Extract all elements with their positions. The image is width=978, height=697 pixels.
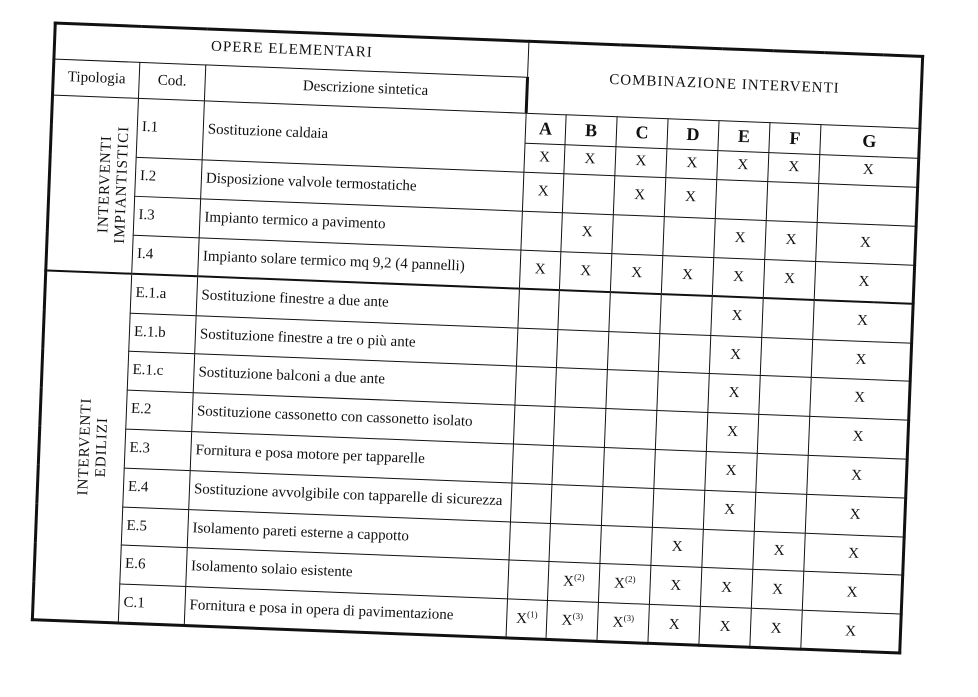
mark-x: X [862, 161, 875, 179]
mark-cell-f [760, 337, 812, 378]
mark-cell-e [702, 529, 754, 570]
mark-cell-e [711, 296, 763, 337]
row-desc: Sostituzione avvolgibile con tapparelle di sicurezza [189, 470, 512, 521]
mark-cell-a [506, 599, 547, 639]
mark-cell-g [811, 339, 911, 382]
mark-cell-a [509, 521, 550, 561]
mark-x: X [785, 231, 797, 249]
mark-cell-c [600, 525, 652, 566]
mark-cell-f [750, 608, 802, 649]
group-edilizi [32, 271, 131, 623]
mark-x: X [783, 270, 796, 287]
row-desc: Impianto solare termico mq 9,2 (4 pannelli) [198, 238, 521, 289]
combo-header-d: D [667, 119, 719, 151]
mark-x: X [788, 158, 800, 176]
mark-cell-f [763, 259, 815, 300]
mark-x: X [846, 584, 858, 602]
mark-x: X [515, 610, 528, 627]
mark-x: X [770, 620, 782, 637]
mark-cell-a [521, 211, 562, 251]
row-code: I.2 [135, 158, 202, 199]
mark-x: X [734, 230, 746, 247]
mark-cell-c [615, 146, 667, 178]
mark-cell-e [705, 451, 757, 492]
mark-x: X [773, 542, 785, 559]
mark-x: X [852, 428, 864, 446]
mark-x: X [720, 579, 733, 597]
mark-cell-e [703, 490, 755, 531]
mark-cell-b [558, 290, 610, 331]
mark-cell-a [508, 560, 549, 600]
mark-cell-c [609, 292, 661, 333]
mark-x: X [849, 506, 861, 523]
mark-x: X [534, 260, 546, 278]
row-code: E.1.b [129, 313, 196, 354]
mark-x: X [686, 155, 698, 172]
mark-x: X [561, 612, 573, 629]
row-desc: Fornitura e posa in opera di pavimentazione [184, 587, 507, 638]
row-code: E.1.a [130, 274, 197, 315]
combo-header-c: C [616, 117, 668, 149]
mark-cell-f [762, 298, 814, 339]
mark-cell-g [813, 300, 913, 343]
mark-cell-c [607, 331, 659, 372]
combo-header-f: F [769, 123, 821, 155]
combo-header-e: E [718, 121, 770, 153]
mark-cell-e [715, 180, 767, 221]
mark-x: X [669, 577, 682, 595]
mark-cell-c [612, 215, 664, 256]
mark-cell-c [610, 254, 662, 295]
row-desc: Disposizione valvole termostatiche [201, 160, 524, 211]
row-desc: Isolamento solaio esistente [186, 548, 509, 599]
row-code: E.2 [126, 390, 193, 431]
mark-cell-c [598, 564, 650, 605]
row-code: E.3 [124, 429, 191, 470]
mark-cell-a [515, 366, 556, 406]
mark-cell-f [759, 376, 811, 417]
mark-cell-d [648, 604, 700, 645]
mark-x: X [859, 234, 872, 252]
mark-cell-d [654, 449, 706, 490]
mark-x: X [562, 573, 575, 591]
table-body [32, 95, 920, 653]
mark-x: X [732, 268, 745, 285]
mark-x: X [737, 157, 749, 174]
mark-x: X [579, 262, 592, 280]
mark-cell-a [518, 289, 559, 329]
mark-cell-a [513, 405, 554, 445]
group-impiantistici [46, 95, 139, 274]
mark-x: X [537, 183, 549, 201]
mark-x: X [731, 307, 743, 325]
mark-x: X [630, 264, 643, 282]
mark-cell-b [546, 601, 598, 642]
mark-cell-b [555, 368, 607, 409]
row-code: E.5 [121, 507, 188, 548]
mark-cell-f [753, 531, 805, 572]
combinazione-title: COMBINAZIONE INTERVENTI [526, 41, 923, 128]
mark-x: X [681, 266, 694, 283]
mark-cell-b [550, 484, 602, 525]
mark-cell-g [805, 494, 905, 537]
mark-cell-f [766, 182, 818, 223]
mark-cell-b [553, 407, 605, 448]
combo-header-a: A [525, 113, 566, 144]
mark-x: X [671, 538, 683, 555]
mark-cell-g [810, 378, 910, 421]
mark-x: X [853, 389, 866, 407]
mark-cell-d [657, 372, 709, 413]
mark-cell-e [717, 150, 769, 182]
mark-cell-g [817, 184, 917, 227]
row-code: I.3 [133, 196, 200, 237]
mark-cell-c [597, 603, 649, 644]
mark-x: X [668, 616, 680, 633]
row-desc: Sostituzione cassonetto con cassonetto isolato [192, 393, 515, 444]
mark-x: X [612, 614, 624, 631]
mark-cell-c [613, 176, 665, 217]
mark-cell-d [655, 411, 707, 452]
mark-cell-d [658, 333, 710, 374]
mark-cell-g [807, 455, 907, 498]
mark-x: X [613, 575, 626, 593]
combo-header-g: G [820, 125, 920, 158]
row-code: E.6 [120, 545, 187, 586]
mark-cell-a [516, 328, 557, 368]
mark-cell-f [751, 570, 803, 611]
combo-header-b: B [565, 115, 617, 147]
mark-cell-f [765, 221, 817, 262]
row-desc: Sostituzione finestre a tre o più ante [195, 315, 518, 366]
mark-cell-f [756, 453, 808, 494]
mark-cell-a [522, 173, 563, 213]
row-desc: Fornitura e posa motore per tapparelle [190, 432, 513, 483]
mark-cell-d [663, 217, 715, 258]
mark-cell-e [709, 335, 761, 376]
mark-cell-a [512, 444, 553, 484]
row-code: E.1.c [127, 352, 194, 393]
mark-x: X [581, 224, 593, 241]
mark-cell-b [556, 329, 608, 370]
mark-x: X [719, 618, 731, 635]
footnote-ref: (3) [572, 610, 584, 621]
mark-x: X [684, 189, 697, 206]
mark-cell-d [666, 148, 718, 180]
row-desc: Sostituzione caldaia [202, 101, 526, 173]
mark-x: X [771, 581, 784, 599]
footnote-ref: (1) [526, 608, 538, 620]
row-code: E.4 [123, 468, 190, 509]
mark-cell-a [511, 483, 552, 523]
row-desc: Impianto termico a pavimento [199, 199, 522, 250]
mark-x: X [847, 544, 860, 562]
row-code: C.1 [118, 584, 185, 625]
mark-x: X [728, 385, 740, 402]
mark-cell-e [699, 606, 751, 647]
mark-cell-b [549, 523, 601, 564]
mark-x: X [726, 423, 739, 441]
mark-cell-a [524, 143, 565, 174]
mark-cell-g [814, 261, 914, 304]
mark-cell-c [606, 370, 658, 411]
col-header-cod: Cod. [138, 62, 205, 101]
mark-cell-a [519, 250, 560, 290]
mark-x: X [844, 623, 857, 640]
opere-table [31, 22, 924, 655]
mark-cell-b [564, 144, 616, 176]
mark-x: X [858, 273, 870, 290]
col-header-descrizione: Descrizione sintetica [204, 65, 527, 113]
mark-cell-b [562, 174, 614, 215]
mark-cell-b [548, 562, 600, 603]
row-desc: Sostituzione finestre a due ante [196, 277, 519, 328]
mark-cell-e [712, 258, 764, 299]
col-header-tipologia: Tipologia [53, 59, 140, 98]
row-code: I.4 [132, 235, 199, 276]
mark-cell-b [559, 252, 611, 293]
mark-cell-c [603, 447, 655, 488]
mark-x: X [635, 153, 647, 170]
mark-cell-b [552, 445, 604, 486]
opere-title: OPERE ELEMENTARI [54, 23, 529, 77]
mark-cell-g [802, 572, 902, 615]
mark-cell-g [804, 533, 904, 576]
mark-cell-c [604, 409, 656, 450]
mark-x: X [584, 151, 596, 168]
row-desc: Sostituzione balconi a due ante [193, 354, 516, 405]
mark-cell-d [651, 527, 703, 568]
mark-cell-e [700, 568, 752, 609]
mark-cell-e [714, 219, 766, 260]
mark-cell-c [601, 486, 653, 527]
mark-cell-g [808, 416, 908, 459]
mark-x: X [729, 346, 742, 363]
mark-x: X [723, 501, 736, 518]
mark-x: X [538, 149, 551, 166]
mark-cell-e [706, 413, 758, 454]
mark-cell-d [649, 566, 701, 607]
mark-cell-g [801, 610, 901, 653]
mark-cell-g [816, 223, 916, 266]
mark-x: X [850, 467, 863, 484]
mark-cell-f [768, 152, 820, 184]
mark-cell-f [754, 492, 806, 533]
mark-cell-e [708, 374, 760, 415]
table-wrapper [31, 22, 921, 655]
footnote-ref: (2) [573, 572, 585, 583]
mark-cell-f [757, 415, 809, 456]
mark-cell-d [664, 178, 716, 219]
mark-x: X [633, 187, 646, 204]
mark-x: X [855, 351, 867, 368]
row-code: I.1 [136, 98, 204, 160]
mark-cell-d [652, 488, 704, 529]
footnote-ref: (2) [624, 574, 636, 585]
mark-cell-g [819, 154, 919, 187]
mark-x: X [856, 312, 869, 330]
row-desc: Isolamento pareti esterne a cappotto [187, 509, 510, 560]
mark-x: X [725, 462, 737, 480]
mark-cell-d [661, 256, 713, 297]
group-label-edilizi: INTERVENTI EDILIZI [75, 397, 111, 496]
group-label-impiantistici: INTERVENTI IMPIANTISTICI [95, 126, 132, 245]
footnote-ref: (3) [623, 612, 635, 623]
mark-cell-d [660, 294, 712, 335]
mark-cell-b [561, 213, 613, 254]
